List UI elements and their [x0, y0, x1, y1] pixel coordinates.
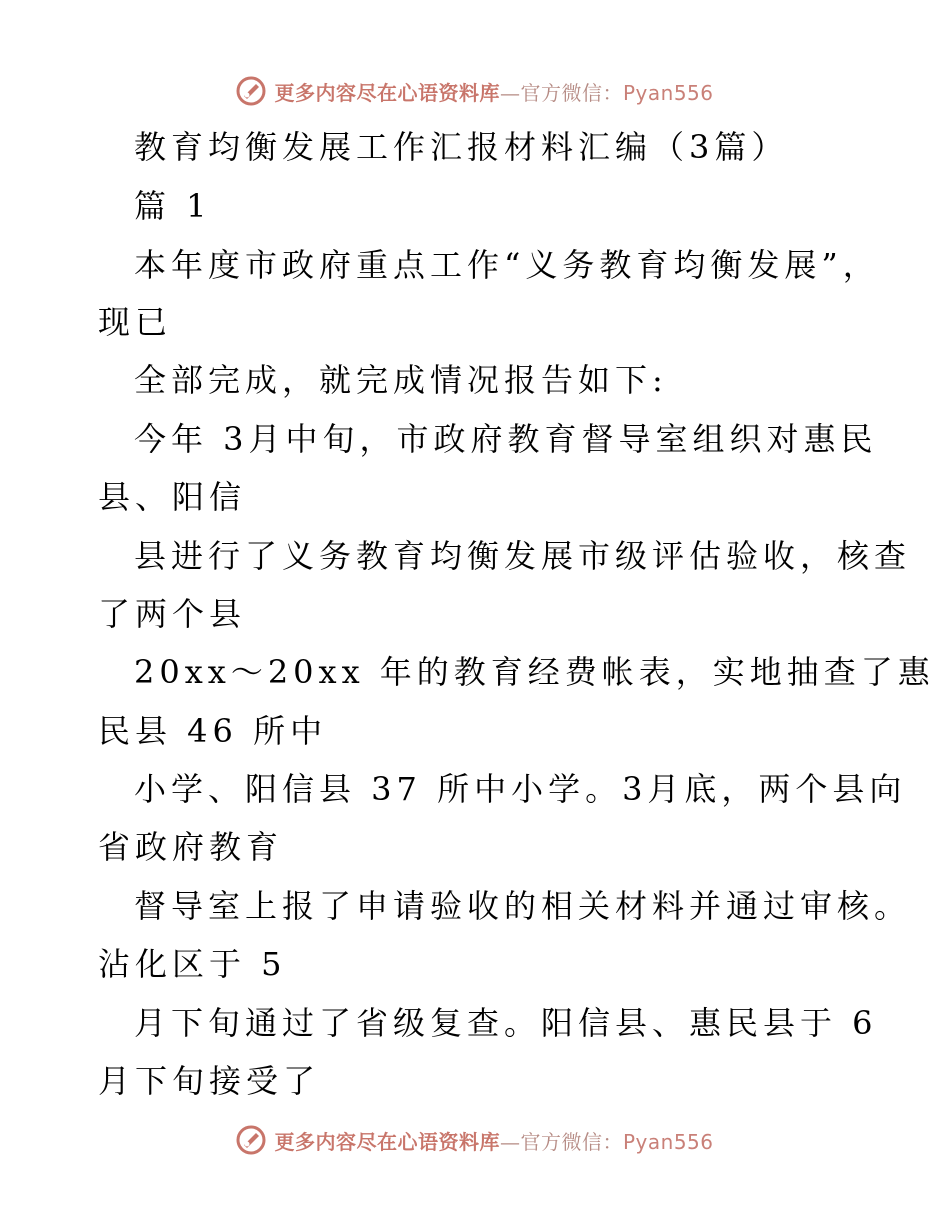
banner-title: 更多内容尽在心语资料库	[274, 1129, 500, 1154]
banner-dash: —	[499, 80, 521, 105]
banner-official-label: 官方微信：	[520, 80, 623, 105]
banner-title: 更多内容尽在心语资料库	[274, 80, 500, 105]
banner-text	[274, 1126, 713, 1155]
paragraph-line: 本年度市政府重点工作“义务教育均衡发展”，	[134, 246, 880, 284]
paragraph-line: 民县 46 所中	[98, 712, 328, 750]
paragraph-line: 月下旬通过了省级复查。阳信县、惠民县于 6	[134, 1004, 878, 1042]
banner-wechat-id: Pyan556	[622, 1129, 714, 1154]
paragraph-line: 县进行了义务教育均衡发展市级评估验收，核查	[134, 537, 912, 575]
paragraph-line: 现已	[98, 303, 173, 341]
banner-official-label: 官方微信：	[520, 1129, 623, 1154]
paragraph-line: 20xx～20xx 年的教育经费帐表，实地抽查了惠	[134, 653, 935, 691]
paragraph-line: 县、阳信	[98, 478, 247, 516]
banner-wechat-id: Pyan556	[622, 80, 714, 105]
seal-logo-icon	[236, 1125, 266, 1155]
paragraph-line: 沾化区于 5	[98, 945, 287, 983]
section-heading: 篇 1	[134, 187, 212, 225]
paragraph-line: 省政府教育	[98, 828, 284, 866]
document-title: 教育均衡发展工作汇报材料汇编（3篇）	[134, 128, 789, 166]
banner-dash: —	[499, 1129, 521, 1154]
paragraph-line: 督导室上报了申请验收的相关材料并通过审核。	[134, 887, 912, 925]
footer-banner	[0, 1118, 950, 1162]
paragraph-line: 今年 3月中旬，市政府教育督导室组织对惠民	[134, 420, 878, 458]
paragraph-line: 月下旬接受了	[98, 1062, 321, 1100]
paragraph-line: 小学、阳信县 37 所中小学。3月底，两个县向	[134, 770, 907, 808]
paragraph-line: 全部完成，就完成情况报告如下:	[134, 361, 668, 399]
paragraph-line: 了两个县	[98, 595, 247, 633]
